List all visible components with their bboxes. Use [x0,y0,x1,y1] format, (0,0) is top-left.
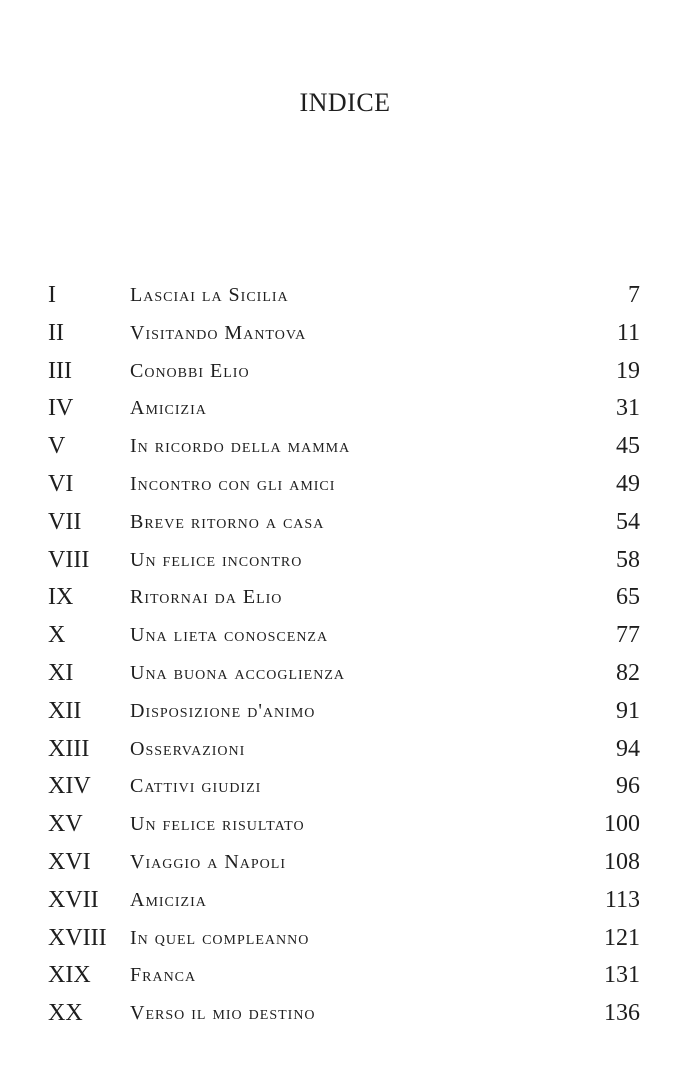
chapter-page-number: 131 [604,962,640,989]
chapter-title: Disposizione d'animo [130,699,316,722]
toc-entry [0,542,682,580]
chapter-number: VII [48,508,82,535]
chapter-page-number: 7 [628,282,640,308]
chapter-number: IX [48,584,74,611]
chapter-page-number: 94 [616,735,640,762]
toc-entry [0,655,682,693]
toc-entry [0,617,682,655]
chapter-number: XV [48,811,83,838]
chapter-number: XIII [48,735,90,762]
chapter-page-number: 100 [604,811,640,838]
toc-entry [0,844,682,882]
chapter-title: Viaggio a Napoli [130,850,286,873]
chapter-number: XIV [48,773,91,800]
chapter-title: Incontro con gli amici [130,472,336,495]
chapter-title: Amicizia [130,397,207,420]
chapter-number: XVII [48,886,99,913]
toc-entry [0,920,682,958]
chapter-title: In ricordo della mamma [130,435,351,458]
chapter-title: Una buona accoglienza [130,661,345,684]
chapter-page-number: 108 [604,848,640,875]
chapter-title: Lasciai la Sicilia [130,284,289,306]
toc-entry [0,693,682,731]
toc-entry [0,731,682,769]
chapter-title: In quel compleanno [130,926,310,949]
chapter-number: V [48,433,66,460]
chapter-page-number: 136 [604,1000,640,1027]
toc-entry [0,882,682,920]
toc-entry [0,957,682,995]
toc-entry [0,353,682,391]
chapter-title: Visitando Mantova [130,321,307,344]
toc-entry [0,579,682,617]
chapter-title: Cattivi giudizi [130,775,262,798]
toc-entry [0,995,682,1033]
toc-entry [0,504,682,542]
chapter-page-number: 77 [616,622,640,649]
chapter-number: IV [48,395,74,422]
chapter-page-number: 82 [616,659,640,686]
chapter-number: XII [48,697,82,724]
table-of-contents [0,277,682,1033]
chapter-page-number: 121 [604,924,640,951]
chapter-page-number: 65 [616,584,640,611]
chapter-number: XVIII [48,924,107,951]
chapter-title: Osservazioni [130,737,246,760]
chapter-page-number: 31 [616,395,640,422]
chapter-number: VI [48,470,74,497]
toc-entry [0,428,682,466]
chapter-title: Amicizia [130,888,207,911]
chapter-title: Franca [130,964,197,987]
chapter-title: Un felice incontro [130,548,303,571]
chapter-title: Conobbi Elio [130,359,250,382]
toc-entry [0,806,682,844]
chapter-page-number: 45 [616,433,640,460]
chapter-number: XVI [48,848,91,875]
chapter-title: Breve ritorno a casa [130,510,325,533]
chapter-page-number: 19 [616,357,640,384]
chapter-number: XIX [48,962,91,989]
chapter-page-number: 54 [616,508,640,535]
chapter-number: XI [48,659,74,686]
page-title: INDICE [299,88,391,117]
toc-entry [0,315,682,353]
chapter-number: XX [48,1000,83,1027]
chapter-number: I [48,282,56,308]
chapter-title: Una lieta conoscenza [130,624,329,647]
chapter-number: III [48,357,72,384]
chapter-page-number: 49 [616,470,640,497]
chapter-page-number: 91 [616,697,640,724]
toc-entry [0,277,682,315]
chapter-title: Verso il mio destino [130,1002,316,1025]
chapter-number: X [48,622,66,649]
chapter-page-number: 58 [616,546,640,573]
chapter-number: VIII [48,546,90,573]
chapter-page-number: 96 [616,773,640,800]
chapter-page-number: 11 [616,319,640,346]
toc-entry [0,466,682,504]
chapter-title: Ritornai da Elio [130,586,283,609]
toc-entry [0,390,682,428]
chapter-number: II [48,319,64,346]
chapter-page-number: 113 [604,886,640,913]
chapter-title: Un felice risultato [130,813,305,836]
toc-entry [0,768,682,806]
